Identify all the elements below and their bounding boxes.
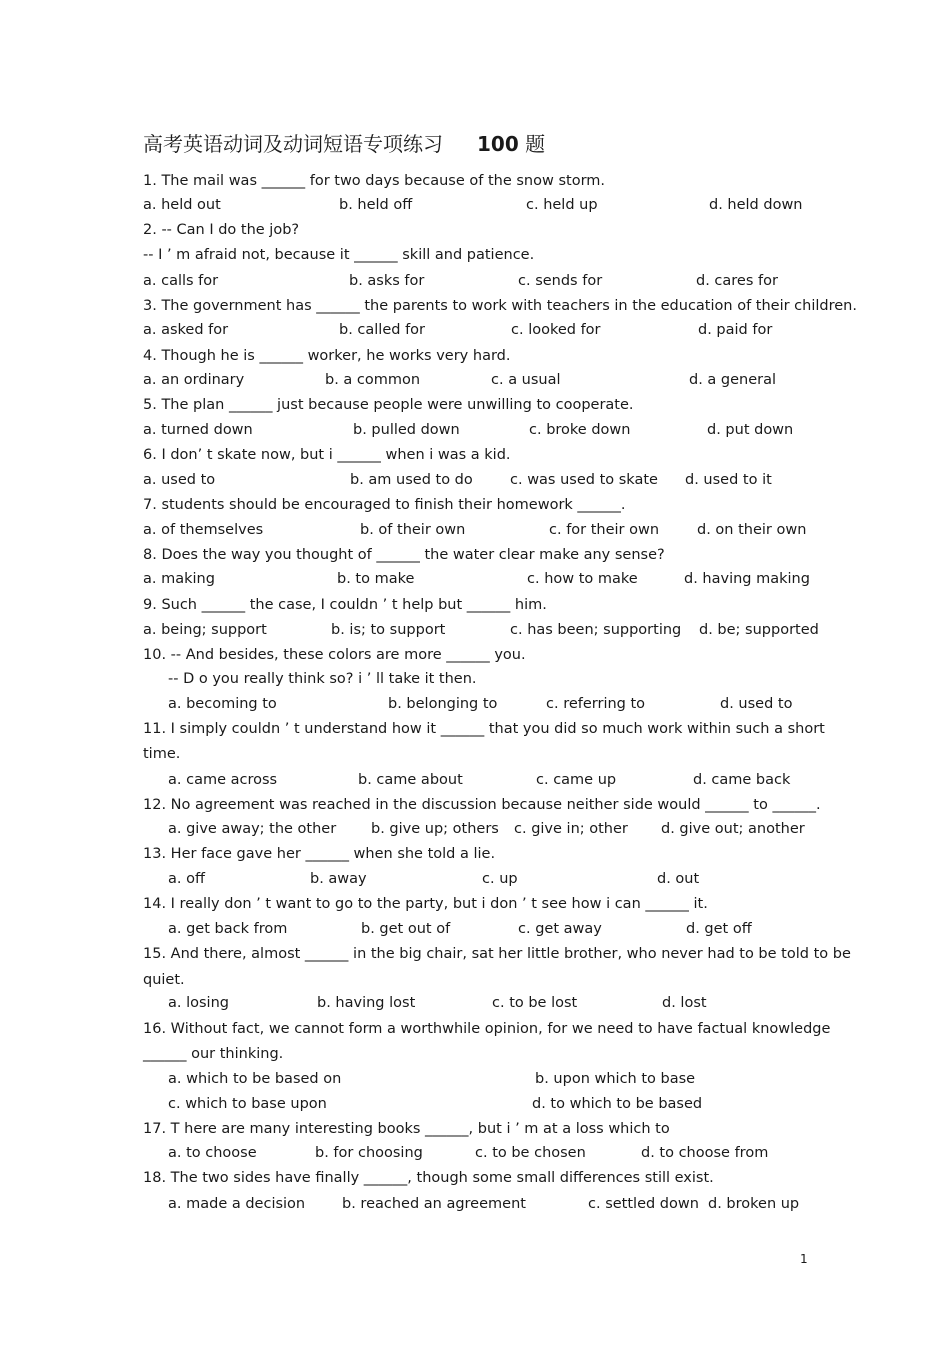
option-c: c. how to make [527,571,638,587]
option-c: c. to be lost [492,995,578,1011]
option-c: c. has been; supporting [510,622,682,638]
option-c: c. sends for [518,273,603,289]
option-d: d. on their own [697,522,807,538]
question-3-stem: 3. The government has ______ the parents to work with teachers in the education of their children. [143,298,857,314]
question-17-stem: 17. T here are many interesting books ______, but i ’ m at a loss which to [143,1121,670,1137]
option-d: d. used to it [685,472,772,488]
option-b: b. reached an agreement [342,1196,526,1212]
option-b: b. asks for [349,273,425,289]
option-a: a. get back from [168,921,288,937]
question-18-options [168,1195,848,1213]
option-d: d. used to [720,696,793,712]
question-7-options [143,521,843,539]
option-b: b. upon which to base [535,1071,696,1087]
option-b: b. for choosing [315,1145,423,1161]
option-c: c. which to base upon [168,1096,327,1112]
option-d: d. came back [693,772,791,788]
option-d: d. held down [709,197,803,213]
question-11-stem-line2: time. [143,746,181,762]
question-2-stem: 2. -- Can I do the job? [143,222,300,238]
question-9-stem: 9. Such ______ the case, I couldn ’ t help but ______ him. [143,597,547,613]
option-c: c. looked for [511,322,601,338]
question-4-stem: 4. Though he is ______ worker, he works very hard. [143,348,511,364]
option-c: c. held up [526,197,598,213]
question-16-stem: 16. Without fact, we cannot form a worthwhile opinion, for we need to have factual knowledge [143,1021,831,1037]
question-17-options [168,1144,848,1162]
option-a: a. losing [168,995,229,1011]
question-8-options [143,570,843,588]
question-16-options-row2 [168,1095,848,1113]
question-10-options [168,695,848,713]
option-a: a. calls for [143,273,219,289]
option-c: c. came up [536,772,617,788]
option-a: a. came across [168,772,278,788]
option-a: a. held out [143,197,221,213]
question-6-stem: 6. I don’ t skate now, but i ______ when i was a kid. [143,447,511,463]
page-number: 1 [800,1252,808,1266]
option-d: d. get off [686,921,752,937]
option-a: a. to choose [168,1145,257,1161]
option-c: c. for their own [549,522,660,538]
option-b: b. belonging to [388,696,498,712]
question-2-stem-line2: -- I ’ m afraid not, because it ______ skill and patience. [143,247,535,263]
option-a: a. making [143,571,215,587]
option-d: d. give out; another [661,821,805,837]
question-3-options [143,321,843,339]
option-b: b. get out of [361,921,451,937]
question-16-stem-line2: ______ our thinking. [143,1046,284,1062]
option-c: c. settled down [588,1196,699,1212]
question-2-options [143,272,843,290]
option-b: b. away [310,871,367,887]
question-15-stem-line2: quiet. [143,972,185,988]
option-d: d. paid for [698,322,773,338]
question-4-options [143,371,843,389]
option-b: b. is; to support [331,622,446,638]
option-d: d. out [657,871,700,887]
option-b: b. held off [339,197,413,213]
option-d: d. lost [662,995,707,1011]
option-b: b. pulled down [353,422,460,438]
question-15-stem: 15. And there, almost ______ in the big chair, sat her little brother, who never had to be told to be [143,946,851,962]
option-b: b. called for [339,322,426,338]
option-b: b. am used to do [350,472,473,488]
option-c: c. a usual [491,372,561,388]
option-d: d. to choose from [641,1145,769,1161]
option-b: b. came about [358,772,463,788]
question-10-stem-line2: -- D o you really think so? i ’ ll take it then. [168,671,477,687]
question-14-stem: 14. I really don ’ t want to go to the party, but i don ’ t see how i can ______ it. [143,896,708,912]
option-a: a. which to be based on [168,1071,342,1087]
question-16-options-row1 [168,1070,848,1088]
option-a: a. of themselves [143,522,264,538]
option-d: d. a general [689,372,777,388]
page-title: 高考英语动词及动词短语专项练习 100 题 [143,132,546,156]
question-8-stem: 8. Does the way you thought of ______ the water clear make any sense? [143,547,665,563]
question-11-stem: 11. I simply couldn ’ t understand how it ______ that you did so much work within such a short [143,721,825,737]
option-a: a. turned down [143,422,253,438]
option-c: c. give in; other [514,821,628,837]
option-c: c. was used to skate [510,472,658,488]
option-d: d. broken up [708,1196,800,1212]
question-5-options [143,421,843,439]
option-d: d. be; supported [699,622,819,638]
option-a: a. off [168,871,205,887]
question-12-options [168,820,848,838]
question-12-stem: 12. No agreement was reached in the discussion because neither side would ______ to ______. [143,797,821,813]
question-9-options [143,621,843,639]
question-11-options [168,771,848,789]
question-13-options [168,870,848,888]
option-d: d. cares for [696,273,778,289]
option-b: b. having lost [317,995,416,1011]
question-1-stem: 1. The mail was ______ for two days because of the snow storm. [143,173,606,189]
option-c: c. get away [518,921,602,937]
question-6-options [143,471,843,489]
question-15-options [168,994,848,1012]
option-a: a. give away; the other [168,821,337,837]
option-d: d. put down [707,422,794,438]
option-a: a. used to [143,472,216,488]
option-c: c. up [482,871,518,887]
option-a: a. being; support [143,622,267,638]
option-d: d. to which to be based [532,1096,703,1112]
question-10-stem: 10. -- And besides, these colors are more ______ you. [143,647,526,663]
question-14-options [168,920,848,938]
option-c: c. broke down [529,422,631,438]
option-b: b. to make [337,571,415,587]
question-5-stem: 5. The plan ______ just because people were unwilling to cooperate. [143,397,634,413]
question-7-stem: 7. students should be encouraged to finish their homework ______. [143,497,626,513]
question-13-stem: 13. Her face gave her ______ when she told a lie. [143,846,496,862]
option-a: a. an ordinary [143,372,245,388]
option-b: b. a common [325,372,421,388]
option-a: a. becoming to [168,696,277,712]
option-b: b. of their own [360,522,466,538]
option-b: b. give up; others [371,821,499,837]
question-18-stem: 18. The two sides have finally ______, though some small differences still exist. [143,1170,714,1186]
option-a: a. made a decision [168,1196,306,1212]
option-c: c. to be chosen [475,1145,586,1161]
option-d: d. having making [684,571,810,587]
option-a: a. asked for [143,322,229,338]
option-c: c. referring to [546,696,646,712]
question-1-options [143,196,843,214]
